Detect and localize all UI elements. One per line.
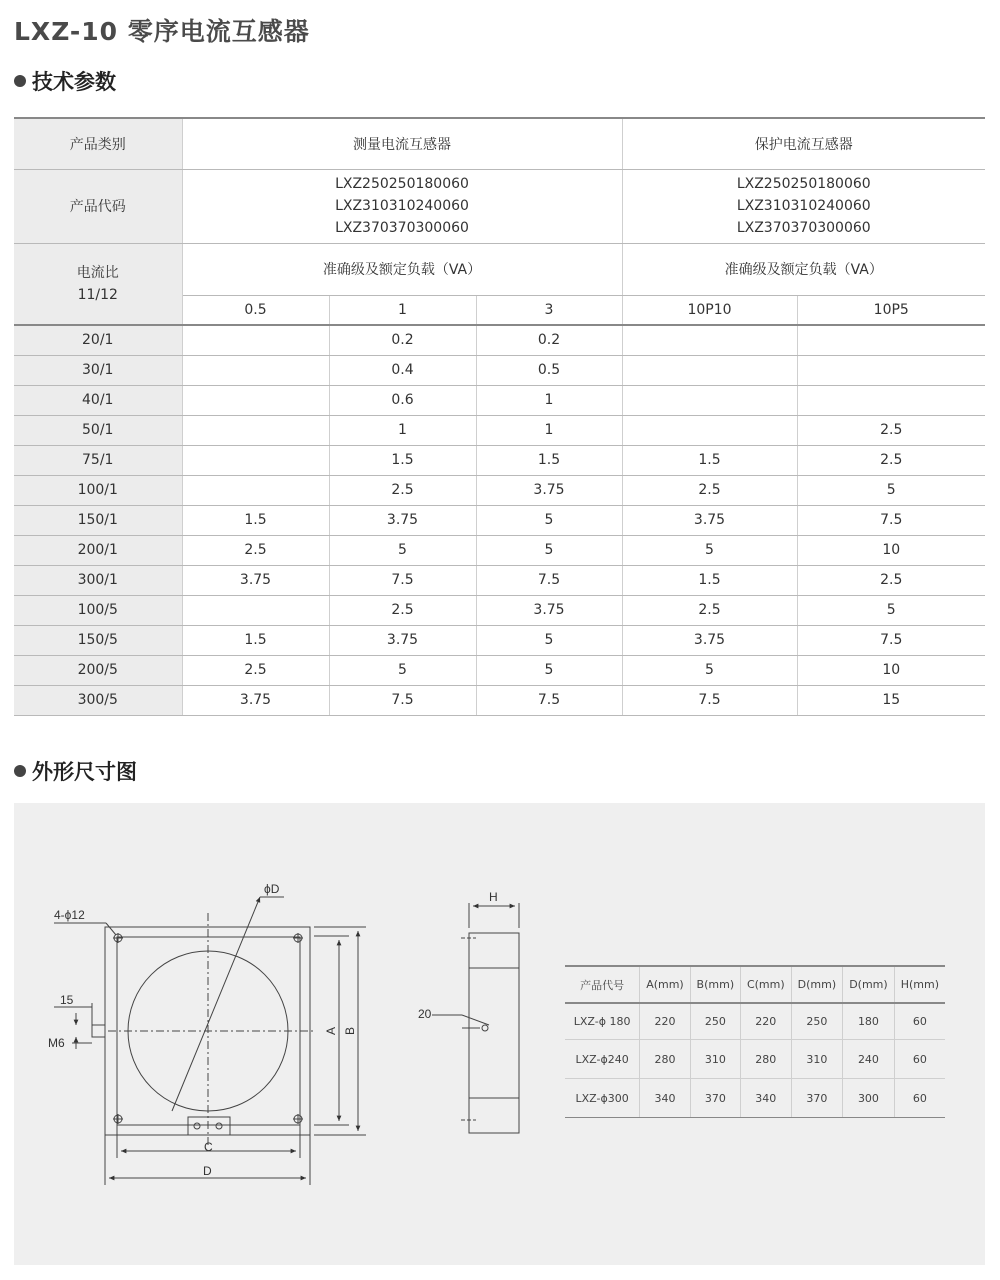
load-value-cell: 5	[797, 595, 985, 625]
load-value-cell: 1.5	[622, 565, 797, 595]
table-row	[14, 595, 985, 625]
ratio-cell: 200/1	[14, 535, 182, 565]
dims-header: D(mm)	[843, 966, 895, 1003]
code-line: LXZ310310240060	[335, 198, 469, 214]
load-value-cell: 3.75	[329, 625, 476, 655]
dimension-value-cell: 60	[894, 1040, 945, 1079]
load-value-cell: 1.5	[476, 445, 622, 475]
load-value-cell	[622, 385, 797, 415]
measure-type-cell: 测量电流互感器	[182, 118, 622, 169]
dimension-value-cell: 60	[894, 1079, 945, 1118]
load-value-cell: 5	[622, 655, 797, 685]
dims-header: D(mm)	[791, 966, 843, 1003]
load-value-cell	[797, 385, 985, 415]
load-value-cell: 15	[797, 685, 985, 715]
ratio-cell: 50/1	[14, 415, 182, 445]
table-row	[14, 625, 985, 655]
load-value-cell: 7.5	[797, 625, 985, 655]
load-value-cell: 1.5	[329, 445, 476, 475]
measure-codes-cell	[182, 169, 622, 243]
model-cell: LXZ-ϕ300	[565, 1079, 640, 1118]
load-value-cell: 0.4	[329, 355, 476, 385]
ratio-label-line1: 电流比	[76, 264, 119, 281]
product-code-label: 产品代码	[14, 169, 182, 243]
label-15: 15	[60, 993, 74, 1007]
table-row	[14, 445, 985, 475]
ratio-cell: 100/5	[14, 595, 182, 625]
page-title: LXZ-10 零序电流互感器	[14, 17, 310, 46]
load-value-cell: 3.75	[182, 565, 329, 595]
label-phiD: ϕD	[264, 882, 280, 896]
label-20: 20	[418, 1007, 432, 1021]
protect-codes-cell	[622, 169, 985, 243]
table-row	[14, 565, 985, 595]
load-value-cell: 7.5	[329, 685, 476, 715]
ratio-cell: 40/1	[14, 385, 182, 415]
load-value-cell: 5	[476, 655, 622, 685]
code-line: LXZ370370300060	[335, 220, 469, 236]
load-value-cell: 2.5	[329, 595, 476, 625]
load-value-cell: 0.2	[329, 325, 476, 355]
load-value-cell: 2.5	[622, 475, 797, 505]
label-b: B	[343, 1026, 357, 1035]
dimension-value-cell: 220	[640, 1003, 690, 1040]
label-holes: 4-ϕ12	[54, 908, 85, 922]
load-value-cell: 5	[329, 535, 476, 565]
load-value-cell	[182, 595, 329, 625]
dimension-value-cell: 240	[843, 1040, 895, 1079]
load-value-cell: 3.75	[182, 685, 329, 715]
code-line: LXZ310310240060	[736, 198, 871, 214]
class-header: 3	[476, 295, 622, 325]
spec-table-body	[14, 325, 985, 715]
section-title-dims: 外形尺寸图	[32, 760, 137, 784]
section-dimensions	[14, 756, 137, 786]
ratio-cell: 300/5	[14, 685, 182, 715]
table-row	[14, 535, 985, 565]
dimension-value-cell: 250	[690, 1003, 740, 1040]
load-value-cell: 7.5	[329, 565, 476, 595]
load-value-cell: 2.5	[182, 535, 329, 565]
table-row	[14, 325, 985, 355]
dims-header: H(mm)	[894, 966, 945, 1003]
m6-stud	[92, 1025, 105, 1037]
dimension-value-cell: 340	[640, 1079, 690, 1118]
load-value-cell	[182, 415, 329, 445]
load-value-cell: 2.5	[797, 445, 985, 475]
spec-table	[14, 117, 985, 716]
load-value-cell	[182, 325, 329, 355]
ratio-cell: 20/1	[14, 325, 182, 355]
product-type-label: 产品类别	[14, 118, 182, 169]
load-value-cell: 2.5	[797, 415, 985, 445]
dims-header: C(mm)	[741, 966, 792, 1003]
dimension-value-cell: 250	[791, 1003, 843, 1040]
protect-type-cell: 保护电流互感器	[622, 118, 985, 169]
dimension-value-cell: 370	[690, 1079, 740, 1118]
table-row	[14, 475, 985, 505]
label-d: D	[203, 1164, 212, 1178]
table-row	[14, 505, 985, 535]
dimension-value-cell: 340	[741, 1079, 792, 1118]
load-value-cell: 1.5	[182, 505, 329, 535]
table-row	[565, 1079, 945, 1118]
table-row	[14, 655, 985, 685]
dims-table-body	[565, 1003, 945, 1118]
load-value-cell: 3.75	[476, 475, 622, 505]
ratio-cell: 150/1	[14, 505, 182, 535]
dimension-value-cell: 300	[843, 1079, 895, 1118]
load-value-cell	[622, 325, 797, 355]
ratio-cell: 300/1	[14, 565, 182, 595]
dims-header: 产品代号	[565, 966, 640, 1003]
bullet-dot-icon	[14, 75, 26, 87]
load-value-cell: 5	[797, 475, 985, 505]
load-value-cell: 1.5	[622, 445, 797, 475]
table-row	[14, 685, 985, 715]
ratio-cell: 30/1	[14, 355, 182, 385]
load-value-cell: 0.2	[476, 325, 622, 355]
model-cell: LXZ-ϕ240	[565, 1040, 640, 1079]
ratio-cell: 150/5	[14, 625, 182, 655]
load-value-cell: 0.5	[476, 355, 622, 385]
ratio-cell: 75/1	[14, 445, 182, 475]
dimension-value-cell: 370	[791, 1079, 843, 1118]
load-value-cell: 7.5	[622, 685, 797, 715]
table-row	[565, 966, 945, 1003]
load-value-cell: 5	[476, 535, 622, 565]
dimension-value-cell: 310	[690, 1040, 740, 1079]
dimension-drawing-panel	[14, 803, 985, 1265]
load-value-cell: 3.75	[622, 625, 797, 655]
load-value-cell	[182, 355, 329, 385]
load-value-cell: 5	[329, 655, 476, 685]
load-value-cell	[797, 325, 985, 355]
table-row	[14, 385, 985, 415]
label-m6: M6	[48, 1036, 65, 1050]
bullet-dot-icon	[14, 765, 26, 777]
side-view-outline	[469, 933, 519, 1133]
load-value-cell: 3.75	[622, 505, 797, 535]
load-value-cell: 7.5	[476, 685, 622, 715]
dimension-value-cell: 60	[894, 1003, 945, 1040]
table-row	[565, 1040, 945, 1079]
load-value-cell: 1.5	[182, 625, 329, 655]
ratio-label-line2: 11/12	[77, 286, 118, 303]
section-title-tech: 技术参数	[32, 70, 116, 94]
model-cell: LXZ-ϕ 180	[565, 1003, 640, 1040]
label-a: A	[324, 1026, 338, 1035]
label-h: H	[489, 890, 498, 904]
dimension-value-cell: 220	[741, 1003, 792, 1040]
code-line: LXZ250250180060	[335, 176, 469, 192]
table-row	[565, 1003, 945, 1040]
code-line: LXZ370370300060	[736, 220, 871, 236]
load-value-cell: 0.6	[329, 385, 476, 415]
ratio-cell: 100/1	[14, 475, 182, 505]
load-value-cell: 5	[476, 625, 622, 655]
dimension-value-cell: 310	[791, 1040, 843, 1079]
load-value-cell: 2.5	[797, 565, 985, 595]
load-value-cell: 7.5	[476, 565, 622, 595]
load-value-cell	[622, 415, 797, 445]
load-value-cell: 1	[476, 415, 622, 445]
load-value-cell	[182, 475, 329, 505]
section-tech-params	[14, 66, 116, 96]
code-line: LXZ250250180060	[736, 176, 871, 192]
class-header: 10P10	[622, 295, 797, 325]
load-value-cell: 2.5	[182, 655, 329, 685]
dims-header: A(mm)	[640, 966, 690, 1003]
table-row	[14, 169, 985, 243]
ratio-cell: 200/5	[14, 655, 182, 685]
load-value-cell: 1	[329, 415, 476, 445]
measure-accuracy-head: 准确级及额定负载（VA）	[182, 243, 622, 295]
load-value-cell: 7.5	[797, 505, 985, 535]
load-value-cell: 5	[476, 505, 622, 535]
dimension-value-cell: 280	[741, 1040, 792, 1079]
dimension-value-cell: 280	[640, 1040, 690, 1079]
load-value-cell: 3.75	[329, 505, 476, 535]
load-value-cell	[182, 445, 329, 475]
class-header: 0.5	[182, 295, 329, 325]
protect-accuracy-head: 准确级及额定负载（VA）	[622, 243, 985, 295]
dimension-value-cell: 180	[843, 1003, 895, 1040]
load-value-cell	[797, 355, 985, 385]
class-header: 10P5	[797, 295, 985, 325]
dimension-table	[565, 965, 945, 1118]
load-value-cell: 10	[797, 535, 985, 565]
load-value-cell: 1	[476, 385, 622, 415]
load-value-cell: 10	[797, 655, 985, 685]
class-header: 1	[329, 295, 476, 325]
load-value-cell	[622, 355, 797, 385]
load-value-cell: 2.5	[622, 595, 797, 625]
table-row	[14, 243, 985, 295]
label-c: C	[204, 1140, 213, 1154]
ratio-label	[14, 243, 182, 325]
table-row	[14, 118, 985, 169]
table-row	[14, 355, 985, 385]
load-value-cell	[182, 385, 329, 415]
load-value-cell: 5	[622, 535, 797, 565]
load-value-cell: 3.75	[476, 595, 622, 625]
dims-header: B(mm)	[690, 966, 740, 1003]
table-row	[14, 415, 985, 445]
load-value-cell: 2.5	[329, 475, 476, 505]
